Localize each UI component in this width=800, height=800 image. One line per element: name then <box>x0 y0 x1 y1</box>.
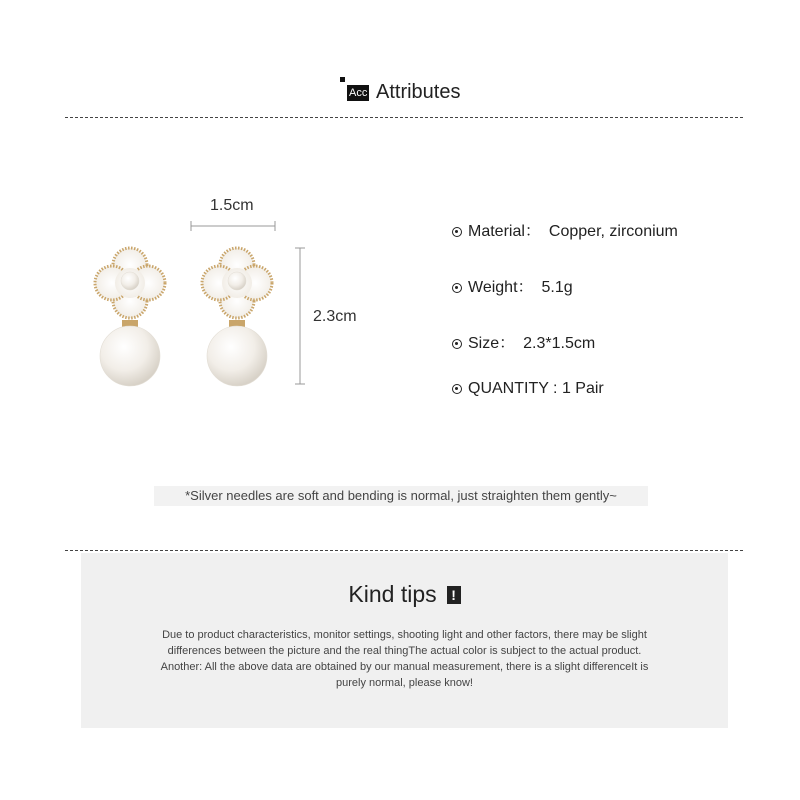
attribute-label: QUANTITY : 1 Pair <box>468 380 604 397</box>
attribute-value: 5.1g <box>541 279 573 296</box>
bullet-icon <box>452 339 462 349</box>
kind-tips-title: Kind tips <box>348 581 437 607</box>
kind-tips-line: differences between the picture and the real thingThe actual color is subject to the actual product. <box>167 645 642 657</box>
attribute-label: Material： <box>468 223 541 240</box>
dashed-divider-bottom <box>65 550 743 551</box>
header-badge: Acc <box>349 87 368 99</box>
earring-right <box>202 248 272 386</box>
care-note: *Silver needles are soft and bending is normal, just straighten them gently~ <box>154 486 648 506</box>
dashed-divider-top <box>65 117 743 118</box>
attribute-value: 2.3*1.5cm <box>523 335 596 352</box>
kind-tips-heading <box>81 581 728 608</box>
section-title: Attributes <box>376 81 461 103</box>
kind-tips-line: purely normal, please know! <box>336 677 473 689</box>
exclamation-icon: ! <box>447 586 461 604</box>
kind-tips-line: Due to product characteristics, monitor settings, shooting light and other factors, there may be slight <box>162 629 647 641</box>
attribute-label: Weight： <box>468 279 534 296</box>
attribute-size <box>452 330 595 353</box>
width-dimension-label: 1.5cm <box>210 197 254 214</box>
height-dimension-label: 2.3cm <box>313 308 357 325</box>
kind-tips-panel <box>81 553 728 728</box>
header-dot <box>340 77 345 82</box>
attribute-value: Copper, zirconium <box>548 223 678 240</box>
kind-tips-text <box>121 627 688 691</box>
kind-tips-line: Another: All the above data are obtained by our manual measurement, there is a slight differenceIt is <box>160 661 649 673</box>
bullet-icon <box>452 384 462 394</box>
section-header <box>0 80 800 110</box>
attribute-weight <box>452 274 573 297</box>
attribute-material <box>452 218 678 241</box>
attribute-label: Size： <box>468 335 516 352</box>
earring-product-image <box>85 190 375 400</box>
earring-left <box>95 248 165 386</box>
bullet-icon <box>452 227 462 237</box>
attribute-quantity <box>452 380 604 398</box>
bullet-icon <box>452 283 462 293</box>
